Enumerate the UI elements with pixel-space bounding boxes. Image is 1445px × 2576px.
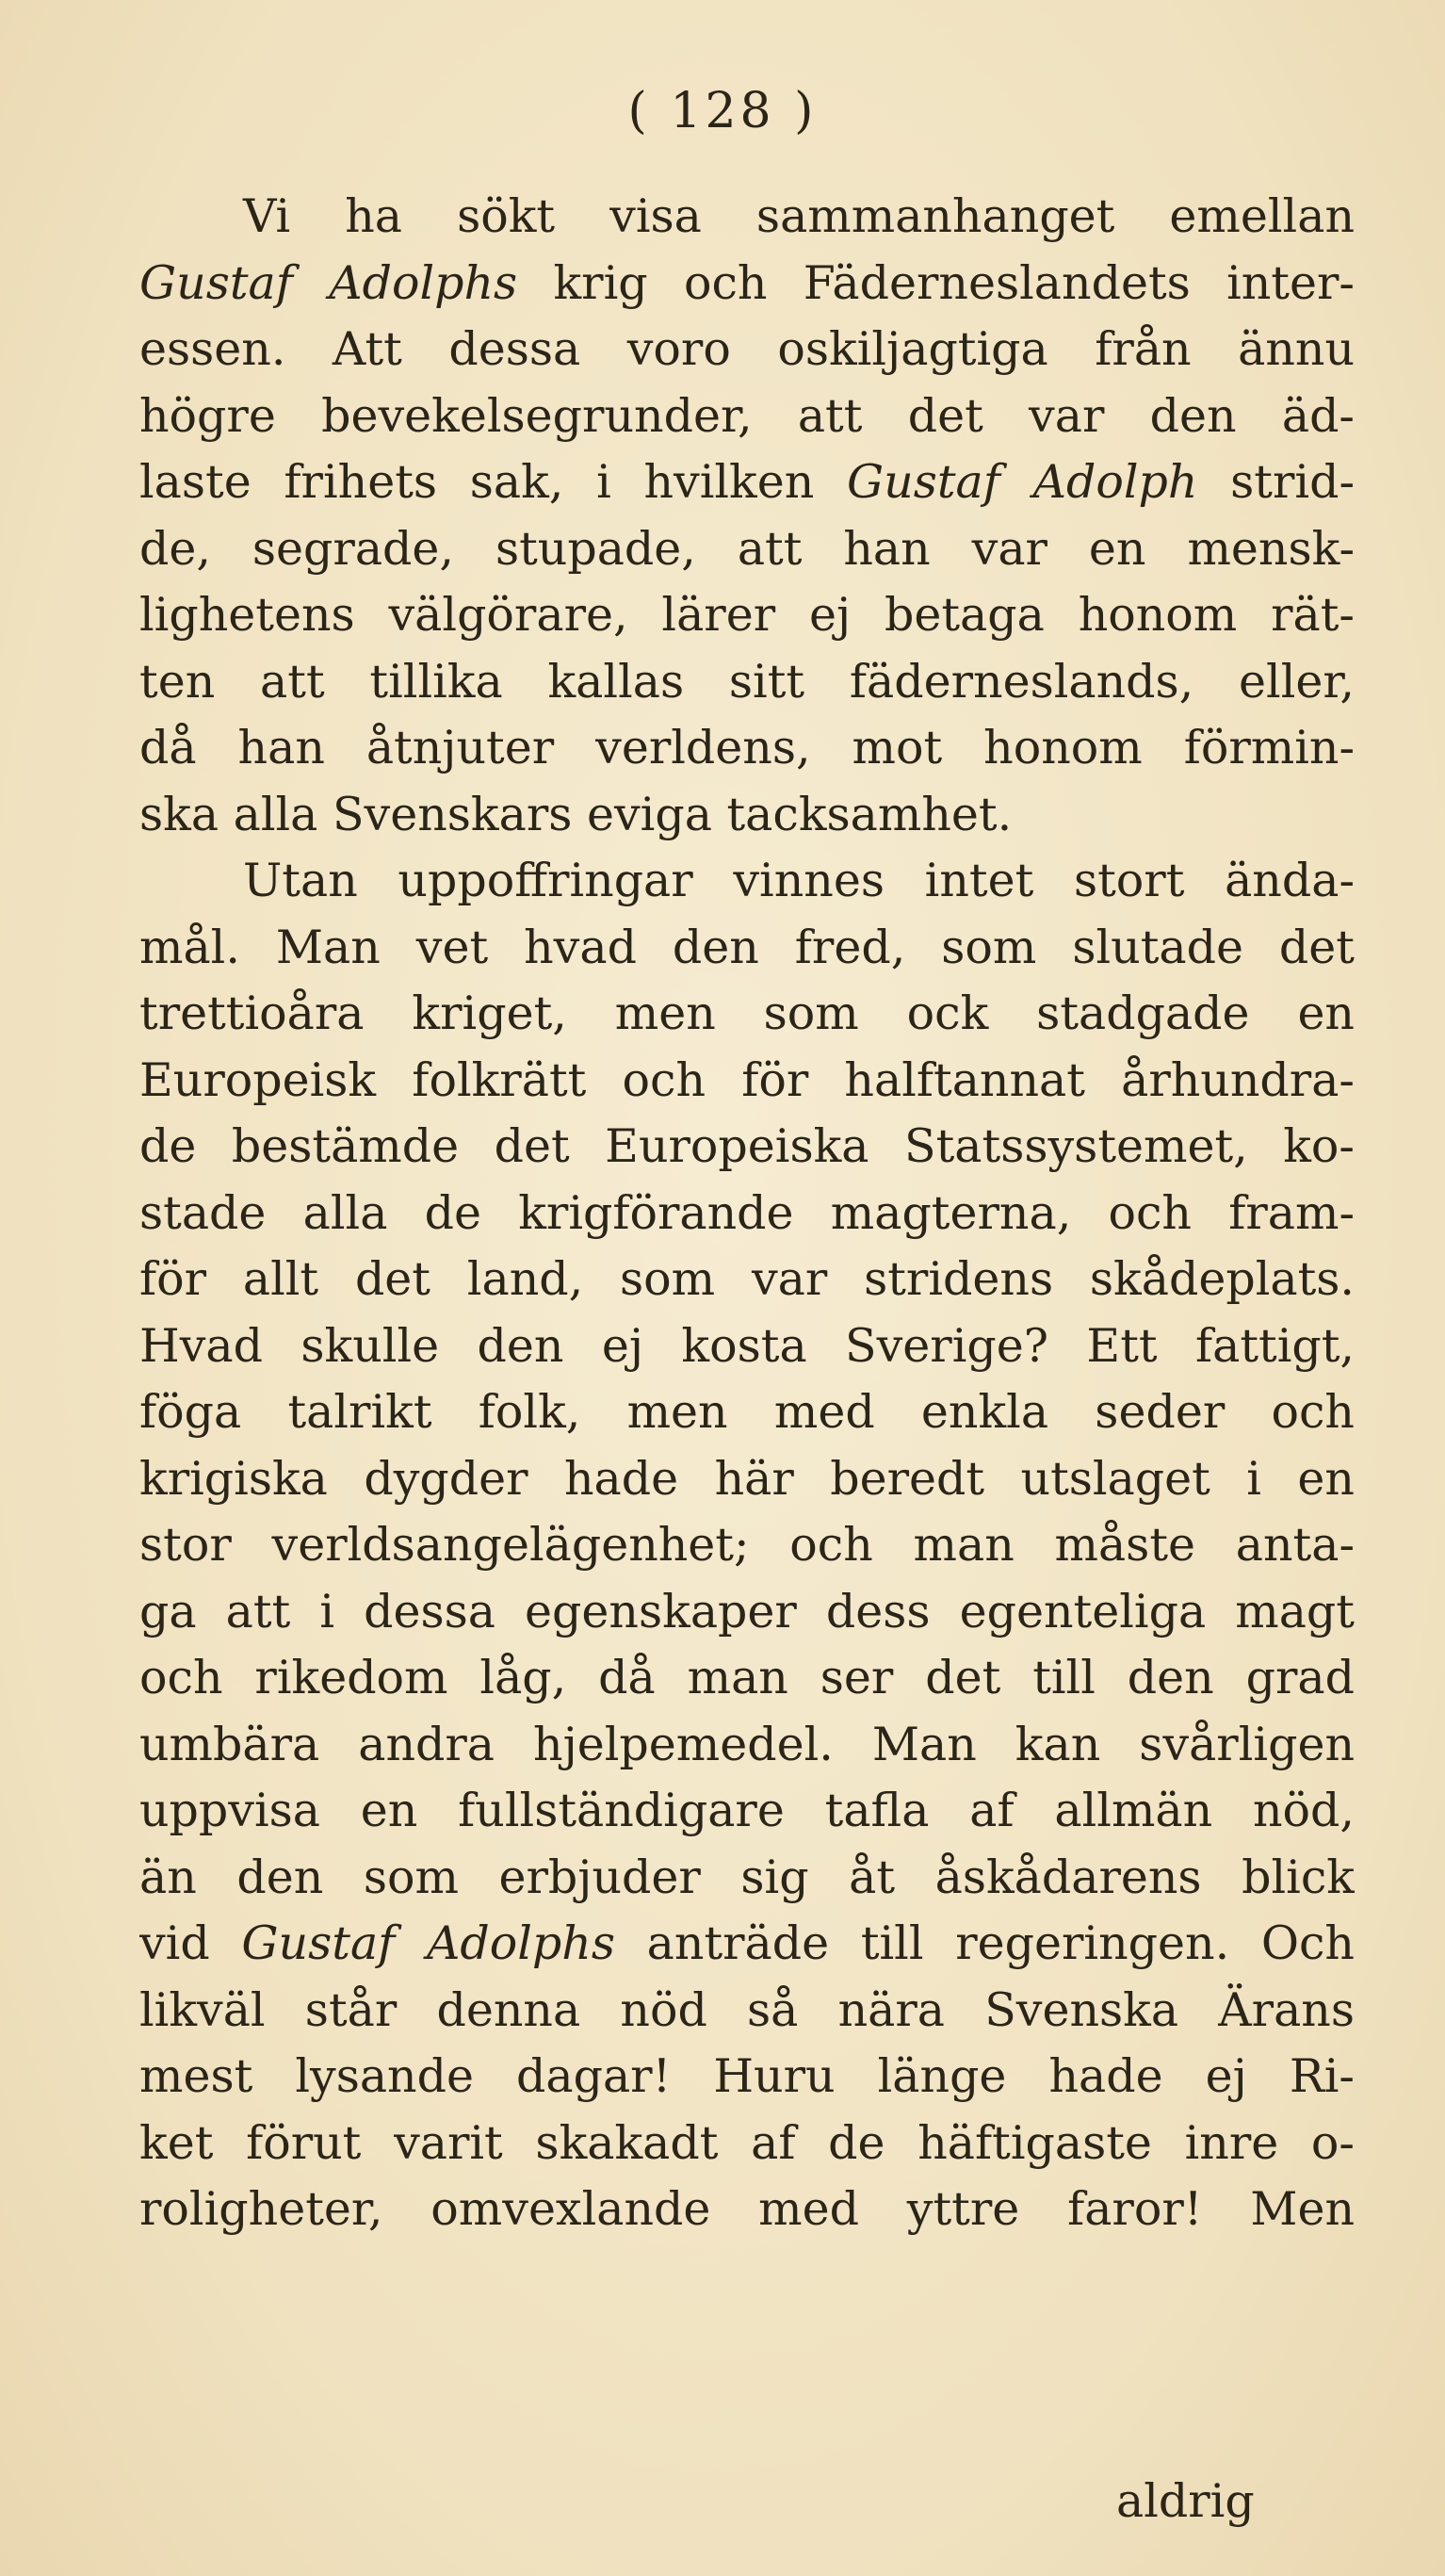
text-line xyxy=(139,1512,1355,1579)
text-line xyxy=(139,1379,1355,1446)
text-line xyxy=(139,516,1355,583)
text-span: Utan uppoffringar vinnes intet stort ända- xyxy=(243,854,1355,907)
text-span: lighetens välgörare, lärer ej betaga honom rät- xyxy=(139,588,1355,642)
text-line xyxy=(139,1712,1355,1779)
text-line xyxy=(139,1911,1355,1978)
text-span: laste frihets sak, i hvilken xyxy=(139,455,847,509)
text-line xyxy=(139,1446,1355,1513)
text-span: och rikedom låg, då man ser det till den grad xyxy=(139,1651,1355,1704)
text-span: Hvad skulle den ej kosta Sverige? Ett fattigt, xyxy=(139,1318,1355,1373)
text-span: föga talrikt folk, men med enkla seder och xyxy=(139,1385,1355,1439)
text-line xyxy=(139,1247,1355,1313)
text-line xyxy=(139,383,1355,450)
text-line xyxy=(139,184,1355,251)
text-span: trettioåra kriget, men som ock stadgade en xyxy=(139,986,1355,1040)
text-line xyxy=(139,649,1355,716)
text-line xyxy=(139,449,1355,516)
text-span: högre bevekelsegrunder, att det var den äd- xyxy=(139,388,1355,443)
text-line xyxy=(139,981,1355,1048)
text-span: de bestämde det Europeiska Statssystemet, ko- xyxy=(139,1119,1355,1173)
text-line xyxy=(139,251,1355,318)
text-span: mål. Man vet hvad den fred, som slutade det xyxy=(139,920,1355,974)
text-line xyxy=(139,1978,1355,2045)
text-line xyxy=(139,1645,1355,1712)
text-span: likväl står denna nöd så nära Svenska Ärans xyxy=(139,1982,1355,2037)
text-line xyxy=(139,317,1355,383)
text-span: essen. Att dessa voro oskiljagtiga från ännu xyxy=(139,322,1355,376)
text-span: än den som erbjuder sig åt åskådarens blick xyxy=(139,1850,1355,1904)
text-line xyxy=(139,2111,1355,2177)
text-span: krig och Fäderneslandets inter- xyxy=(517,255,1355,310)
text-line xyxy=(139,2044,1355,2111)
text-span: krigiska dygder hade här beredt utslaget i en xyxy=(139,1451,1355,1506)
text-span: uppvisa en fullständigare tafla af allmän nöd, xyxy=(139,1784,1355,1837)
text-line xyxy=(139,1845,1355,1912)
text-span: stade alla de krigförande magterna, och fram- xyxy=(139,1185,1355,1240)
text-line xyxy=(139,715,1355,782)
text-line xyxy=(139,915,1355,982)
text-span: ten att tillika kallas sitt fäderneslands, eller, xyxy=(139,654,1355,709)
text-span: anträde till regeringen. Och xyxy=(614,1916,1355,1970)
text-span: stor verldsangelägenhet; och man måste anta- xyxy=(139,1518,1355,1572)
italic-name: Gustaf Adolph xyxy=(847,455,1198,509)
text-span: vid xyxy=(139,1916,242,1970)
text-span: roligheter, omvexlande med yttre faror! Men xyxy=(139,2182,1355,2236)
text-span: för allt det land, som var stridens skådeplats. xyxy=(139,1252,1355,1306)
text-line xyxy=(139,1579,1355,1646)
text-span: Europeisk folkrätt och för halftannat århundra- xyxy=(139,1052,1355,1107)
text-line xyxy=(139,582,1355,649)
text-span: de, segrade, stupade, att han var en mensk- xyxy=(139,521,1355,576)
text-line xyxy=(139,1048,1355,1115)
catchword: aldrig xyxy=(1116,2474,1255,2528)
text-span: mest lysande dagar! Huru länge hade ej Ri- xyxy=(139,2049,1355,2103)
text-span: då han åtnjuter verldens, mot honom förmin- xyxy=(139,721,1355,774)
text-line xyxy=(139,1114,1355,1181)
text-span: ska alla Svenskars eviga tacksamhet. xyxy=(139,787,1013,841)
text-line xyxy=(139,848,1355,915)
text-line xyxy=(139,782,1355,849)
text-line xyxy=(139,2177,1355,2243)
text-span: ket förut varit skakadt af de häftigaste inre o- xyxy=(139,2115,1355,2170)
text-span: umbära andra hjelpemedel. Man kan svårligen xyxy=(139,1717,1355,1771)
text-span: ga att i dessa egenskaper dess egenteliga magt xyxy=(139,1584,1355,1639)
page-number-header: ( 128 ) xyxy=(627,83,818,139)
italic-name: Gustaf Adolphs xyxy=(241,1916,615,1970)
text-line xyxy=(139,1181,1355,1247)
text-line xyxy=(139,1778,1355,1845)
italic-name: Gustaf Adolphs xyxy=(139,255,518,310)
text-line xyxy=(139,1313,1355,1380)
text-span: strid- xyxy=(1197,455,1355,509)
body-text xyxy=(139,184,1355,2243)
text-span: Vi ha sökt visa sammanhanget emellan xyxy=(243,189,1355,243)
